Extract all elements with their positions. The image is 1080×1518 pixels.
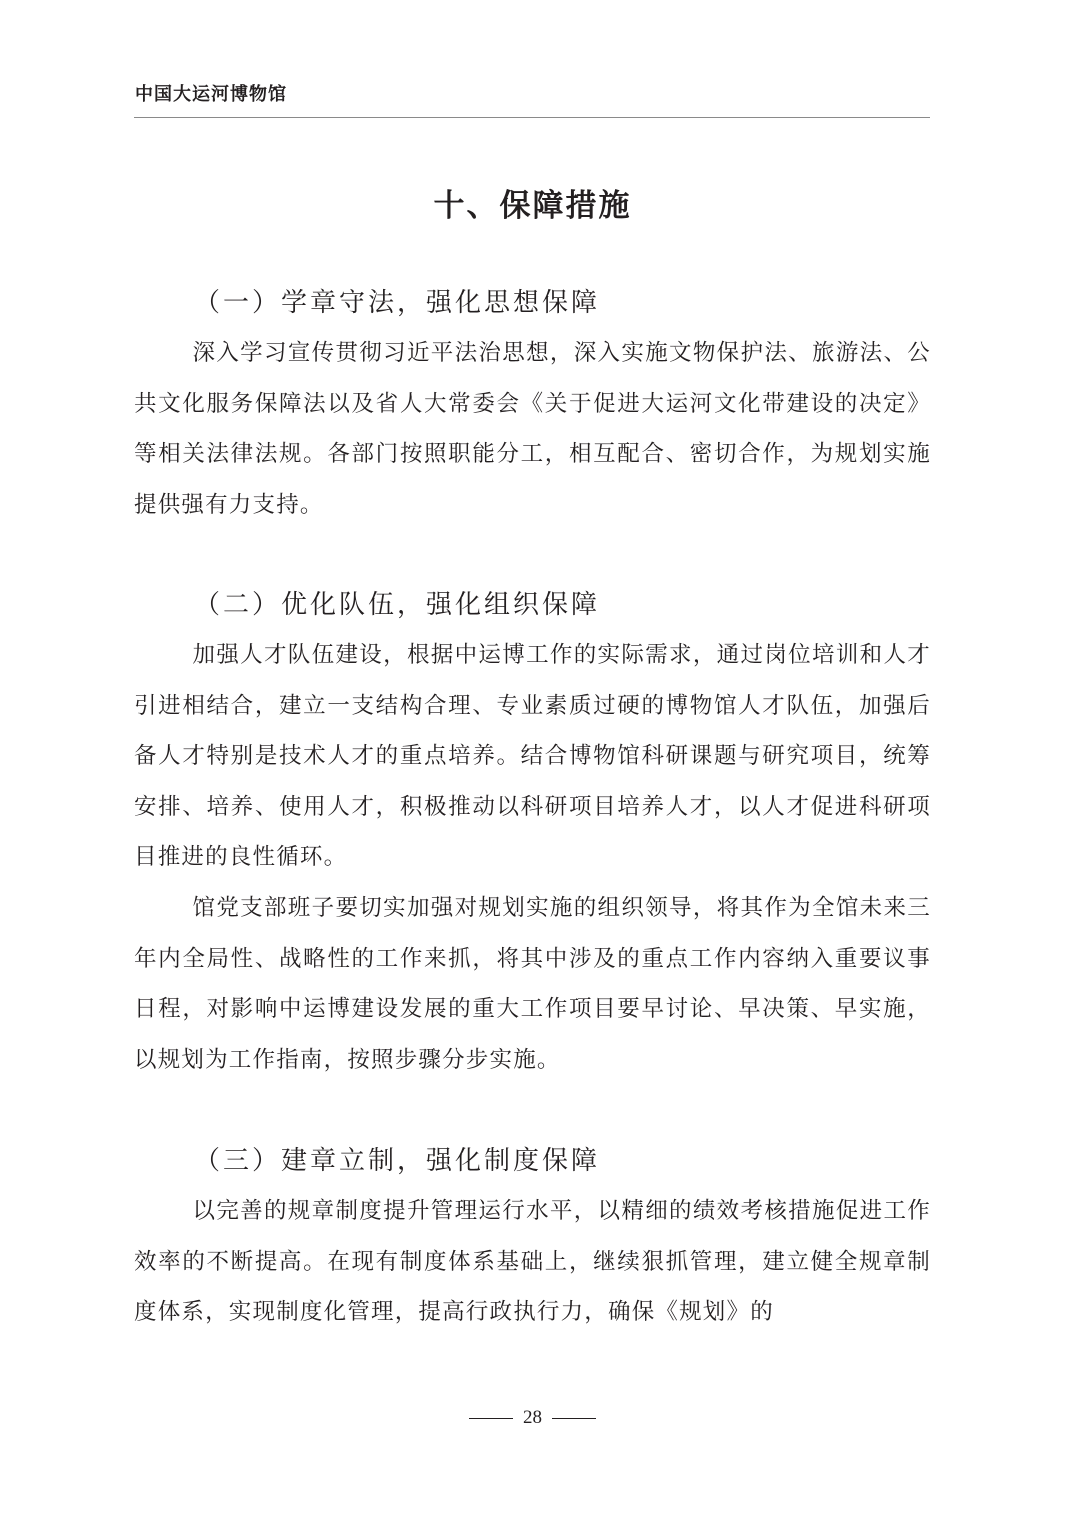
header-divider <box>134 117 930 118</box>
section-title-1: （一）学章守法，强化思想保障 <box>194 288 601 318</box>
header-title: 中国大运河博物馆 <box>135 84 287 105</box>
section-2-paragraph-1: 加强人才队伍建设，根据中运博工作的实际需求，通过岗位培训和人才引进相结合，建立一支结构合理、专业素质过硬的博物馆人才队伍，加强后备人才特别是技术人才的重点培养。结合博物馆科研课题与研究项目，统筹安排、培养、使用人才，积极推动以科研项目培养人才，以人才促进科研项目推进的良性循环。 <box>134 642 931 870</box>
section-title-3: （三）建章立制，强化制度保障 <box>194 1146 601 1176</box>
footer-left-dash <box>469 1418 513 1419</box>
chapter-title: 十、保障措施 <box>433 188 632 224</box>
page-footer <box>0 1407 1065 1429</box>
section-title-2: （二）优化队伍，强化组织保障 <box>194 590 601 620</box>
section-2-paragraph-2: 馆党支部班子要切实加强对规划实施的组织领导，将其作为全馆未来三年内全局性、战略性的工作来抓，将其中涉及的重点工作内容纳入重要议事日程，对影响中运博建设发展的重大工作项目要早讨论、早决策、早实施，以规划为工作指南，按照步骤分步实施。 <box>134 895 931 1073</box>
footer-right-dash <box>552 1418 596 1419</box>
section-3-paragraph-1: 以完善的规章制度提升管理运行水平，以精细的绩效考核措施促进工作效率的不断提高。在现有制度体系基础上，继续狠抓管理，建立健全规章制度体系，实现制度化管理，提高行政执行力，确保《规划》的 <box>134 1198 931 1325</box>
page-number: 28 <box>523 1407 542 1428</box>
section-1-paragraph-1: 深入学习宣传贯彻习近平法治思想，深入实施文物保护法、旅游法、公共文化服务保障法以及省人大常委会《关于促进大运河文化带建设的决定》等相关法律法规。各部门按照职能分工，相互配合、密切合作，为规划实施提供强有力支持。 <box>134 340 931 518</box>
